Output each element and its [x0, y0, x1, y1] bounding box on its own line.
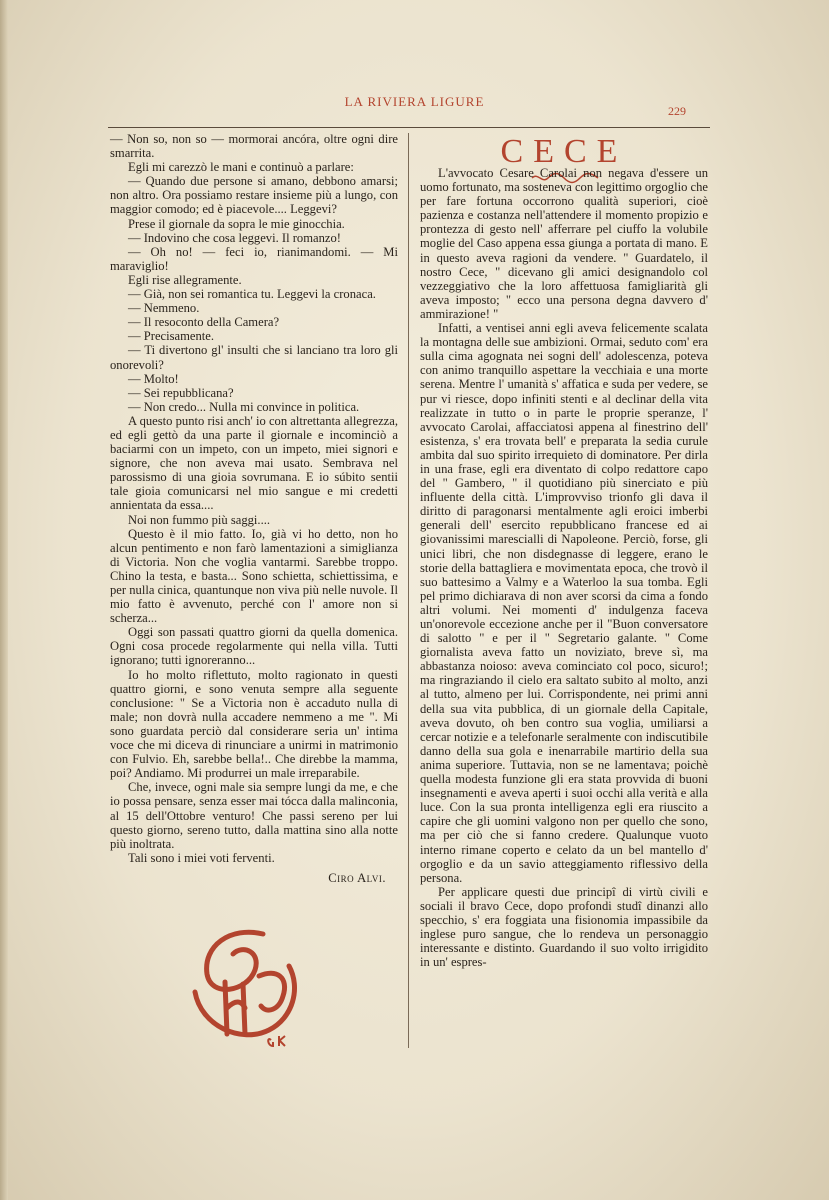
author-signature: Ciro Alvi. [328, 870, 386, 885]
paragraph: A questo punto risi anch' io con altrettanta allegrezza, ed egli gettò da una parte il giornale e incominciò a baciarmi con un impeto, con un impeto, miei signori e signore, che non aveva mai usato. Sembrava nel parossismo di una gioia sovrumana. E io súbito sentii tale gioia comunicarsi nel mio sangue e mi credetti annientata da essa.... [110, 413, 398, 513]
paragraph: — Già, non sei romantica tu. Leggevi la cronaca. [128, 287, 376, 302]
paragraph: — Ti divertono gl' insulti che si lanciano tra loro gli onorevoli? [110, 343, 398, 372]
paragraph: Tali sono i miei voti ferventi. [128, 850, 275, 865]
paragraph: Per applicare questi due principî di virtù civili e sociali il bravo Cece, dopo profondi studî dinanzi allo specchio, s' era foggiata una fisionomia impassibile da inglese puro sangue, che lo rendeva un personaggio interessante e distinto. Guardando il suo volto irrigidito in un' espres- [420, 884, 708, 970]
paragraph: Infatti, a ventisei anni egli aveva felicemente scalata la montagna delle sue ambizioni. Ormai, seduto com' era sulla cima agognata nei sogni dell' adolescenza, poteva con animo tranquillo aspettare la vecchiaia e una morte serena. Mentre l' umanità s' affatica e suda per vedere, se pur vi riesce, dopo infiniti stenti e al declinar della vita realizzate in tutto o in parte le proprie speranze, l' avvocato Carolai, affacciatosi appena al finestrino dell' esistenza, s' era trovata bell' e preparata la sedia curule ambita dal suo spirito irrequieto di dominatore. Per dirla in una frase, egli era diventato di colpo redattore capo del " Gambero, " il quotidiano più sinerciato e più influente della città. L'improvviso trionfo gli dava il diritto di paragonarsi mentalmente agli eroici imberbi generali dell' esercito repubblicano francese ed ai giovanissimi marescialli di Napoleone. Perciò, forse, gli unici libri, che non disdegnasse di leggere, erano le storie della battagliera e movimentata epoca, che trovò il suo battesimo a Valmy e a Waterloo la sua tomba. Egli pel primo dichiarava di non aver scorsi da cima a fondo altri volumi. Nei momenti d' indulgenza faceva un'onorevole eccezione anche per il "Buon conversatore di salotto " e per il " Segretario galante. " Come giornalista aveva fatto un noviziato, breve sì, ma abbastanza noioso: aveva cominciato col poco, sicuro!; ma ringraziando il cielo era saltato subito al molto, anzi al tutto, almeno per lui. Corrispondente, nei primi anni della sua vita pubblica, di un giornale della Capitale, aveva dovuto, oh ben contro sua voglia, umiliarsi a cercar notizie e a telefonarle seralmente con indiscutibile danno della sua gola e inenarrabile martirio della sua anima superiore. Tuttavia, non se ne lamentava; poichè quella modesta funzione gli era stata provvida di buoni insegnamenti e aveva aperti i suoi occhi alla verità e alla luce. Con la sua pronta intelligenza egli era riuscito a capire che gli uomini valgono non per quello che sono, ma per ciò che si fanno credere. Qualunque vuoto interno rimane coperto e celato da un bel mantello d' orgoglio e da un savio atteggiamento riflessivo della persona. [420, 321, 708, 885]
left-column [110, 132, 398, 885]
paragraph: Prese il giornale da sopra le mie ginocchia. [128, 216, 345, 231]
paragraph: — Oh no! — feci io, rianimandomi. — Mi maraviglio! [110, 244, 398, 273]
paragraph: Noi non fummo più saggi.... [128, 512, 271, 527]
paragraph: — Non credo... Nulla mi convince in politica. [128, 399, 360, 414]
page-number: 229 [668, 104, 686, 118]
paragraph: — Sei repubblicana? [128, 385, 234, 400]
paragraph: Egli mi carezzò le mani e continuò a parlare: [128, 160, 354, 175]
right-column [420, 166, 708, 969]
paragraph: — Nemmeno. [128, 301, 200, 316]
header-rule [108, 127, 710, 128]
running-head: LA RIVIERA LIGURE [344, 94, 485, 109]
page-edge [0, 0, 8, 1200]
monogram-ornament [185, 922, 315, 1052]
paragraph: Oggi son passati quattro giorni da quella domenica. Ogni cosa procede regolarmente qui nella villa. Tutti ignorano; tutti ignoreranno... [110, 625, 398, 668]
paragraph: — Indovino che cosa leggevi. Il romanzo! [128, 230, 341, 245]
paragraph: Questo è il mio fatto. Io, già vi ho detto, non ho alcun pentimento e non farò lamentazioni a simiglianza di Victoria. Non che voglia vantarmi. Sarebbe troppo. Chino la testa, e basta... Sono schietta, schiettissima, e per nulla cinica, quantunque non viva più nelle nuvole. Il mio fatto è avvenuto, perché con l' amore non si scherza... [110, 526, 398, 626]
column-divider [408, 133, 409, 1048]
article-title: CECE [500, 133, 628, 170]
paragraph: — Precisamente. [128, 329, 215, 344]
paragraph: Io ho molto riflettuto, molto ragionato in questi quattro giorni, e sono venuta sempre alla seguente conclusione: " Se a Victoria non è accaduto nulla di male; non dovrà nulla accadere nemmeno a me ". Mi sono guardata perciò dal considerare seria un' intima voce che mi diceva di rinunciare a unirmi in matrimonio con Fulvio. Eh, sarebbe bella!.. Che direbbe la mamma, poi? Andiamo. Mi produrrei un male irreparabile. [110, 667, 398, 781]
paragraph: — Molto! [128, 371, 179, 386]
paragraph: — Il resoconto della Camera? [128, 315, 280, 330]
paragraph: Che, invece, ogni male sia sempre lungi da me, e che io possa pensare, senza esser mai tócca dalla malinconia, al 15 dell'Ottobre venturo! Che passi sereno per lui questo giorno, sereno tutto, dalla mattina sino alla notte più inoltrata. [110, 780, 398, 851]
paragraph: L'avvocato Cesare Carolai non negava d'essere un uomo fortunato, ma sosteneva con legittimo orgoglio che per fare fortuna occorrono qualità superiori, cioè pazienza e costanza nell'attendere il momento propizio e prontezza di gesto nell' afferrare pel ciuffo la volubile moglie del Caso appena essa giunga a portata di mano. E in questo aveva ragioni da vendere. " Guardatelo, il nostro Cece, " dicevano gli amici designandolo col vezzeggiativo che la loro affettuosa famigliarità gli aveva imposto; " ecco una persona degna davvero d' ammirazione! " [420, 166, 708, 321]
paragraph: — Non so, non so — mormorai ancóra, oltre ogni dire smarrita. [110, 132, 398, 161]
paragraph: Egli rise allegramente. [128, 272, 242, 287]
paragraph: — Quando due persone si amano, debbono amarsi; non altro. Ora possiamo restare insieme più a lungo, con maggior comodo; ed è piacevole.... Leggevi? [110, 174, 398, 217]
